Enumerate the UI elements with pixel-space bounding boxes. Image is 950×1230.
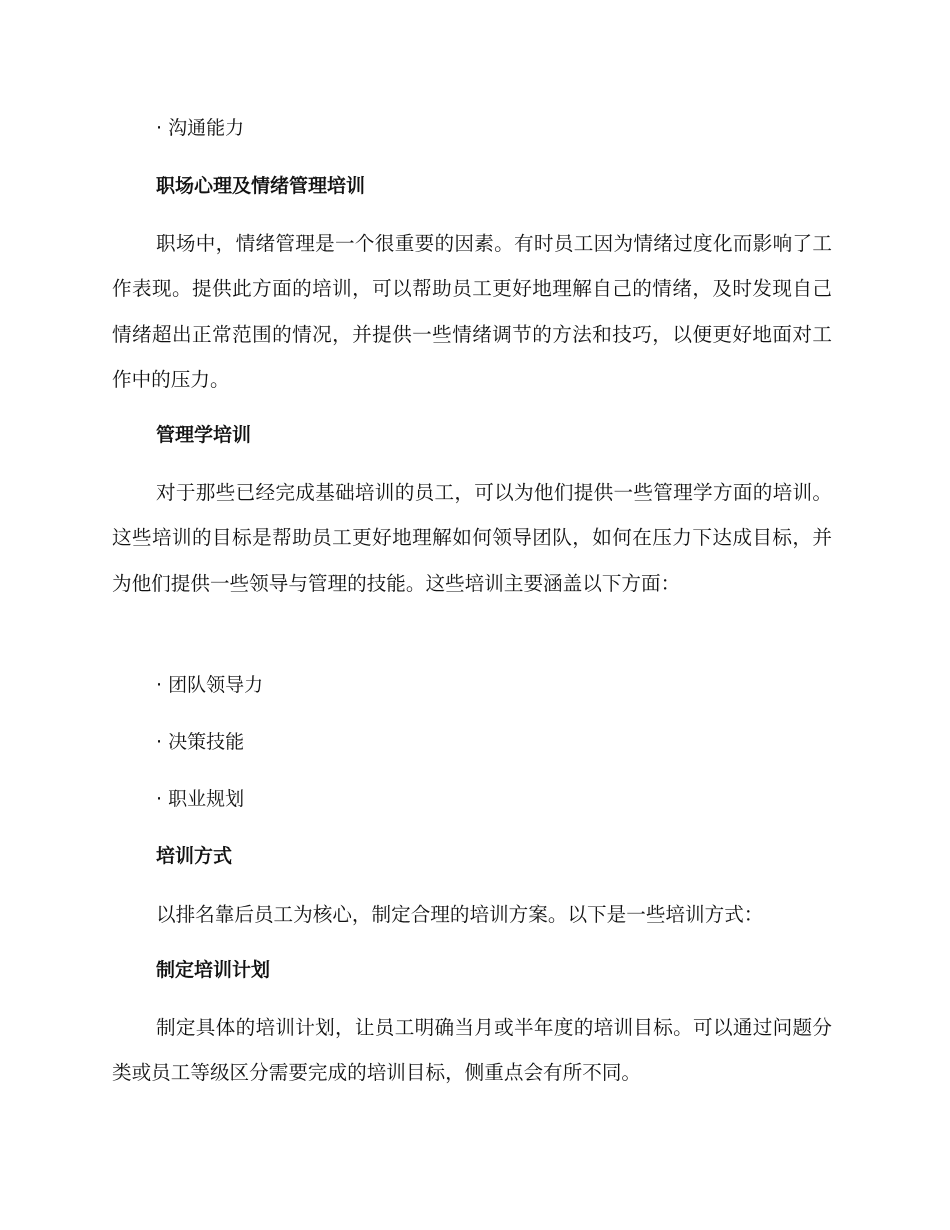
list-item: · 决策技能 <box>156 731 245 753</box>
paragraph-plan: 制定具体的培训计划，让员工明确当月或半年度的培训目标。可以通过问题分类或员工等级区分需要完成的培训目标，侧重点会有所不同。 <box>112 1016 832 1085</box>
section-heading-methods: 培训方式 <box>156 845 233 867</box>
paragraph-psych: 职场中，情绪管理是一个很重要的因素。有时员工因为情绪过度化而影响了工作表现。提供此方面的培训，可以帮助员工更好地理解自己的情绪，及时发现自己情绪超出正常范围的情况，并提供一些情绪调节的方法和技巧，以便更好地面对工作中的压力。 <box>112 232 832 391</box>
section-heading-psych: 职场心理及情绪管理培训 <box>156 175 366 197</box>
section-heading-mgmt: 管理学培训 <box>156 424 252 446</box>
paragraph-mgmt: 对于那些已经完成基础培训的员工，可以为他们提供一些管理学方面的培训。这些培训的目标是帮助员工更好地理解如何领导团队，如何在压力下达成目标，并为他们提供一些领导与管理的技能。这些培训主要涵盖以下方面： <box>112 481 832 595</box>
list-item: · 团队领导力 <box>156 674 264 696</box>
paragraph-methods: 以排名靠后员工为核心，制定合理的培训方案。以下是一些培训方式： <box>156 903 764 926</box>
list-item: · 职业规划 <box>156 788 245 810</box>
section-heading-plan: 制定培训计划 <box>156 959 271 981</box>
list-item: · 沟通能力 <box>156 117 245 139</box>
